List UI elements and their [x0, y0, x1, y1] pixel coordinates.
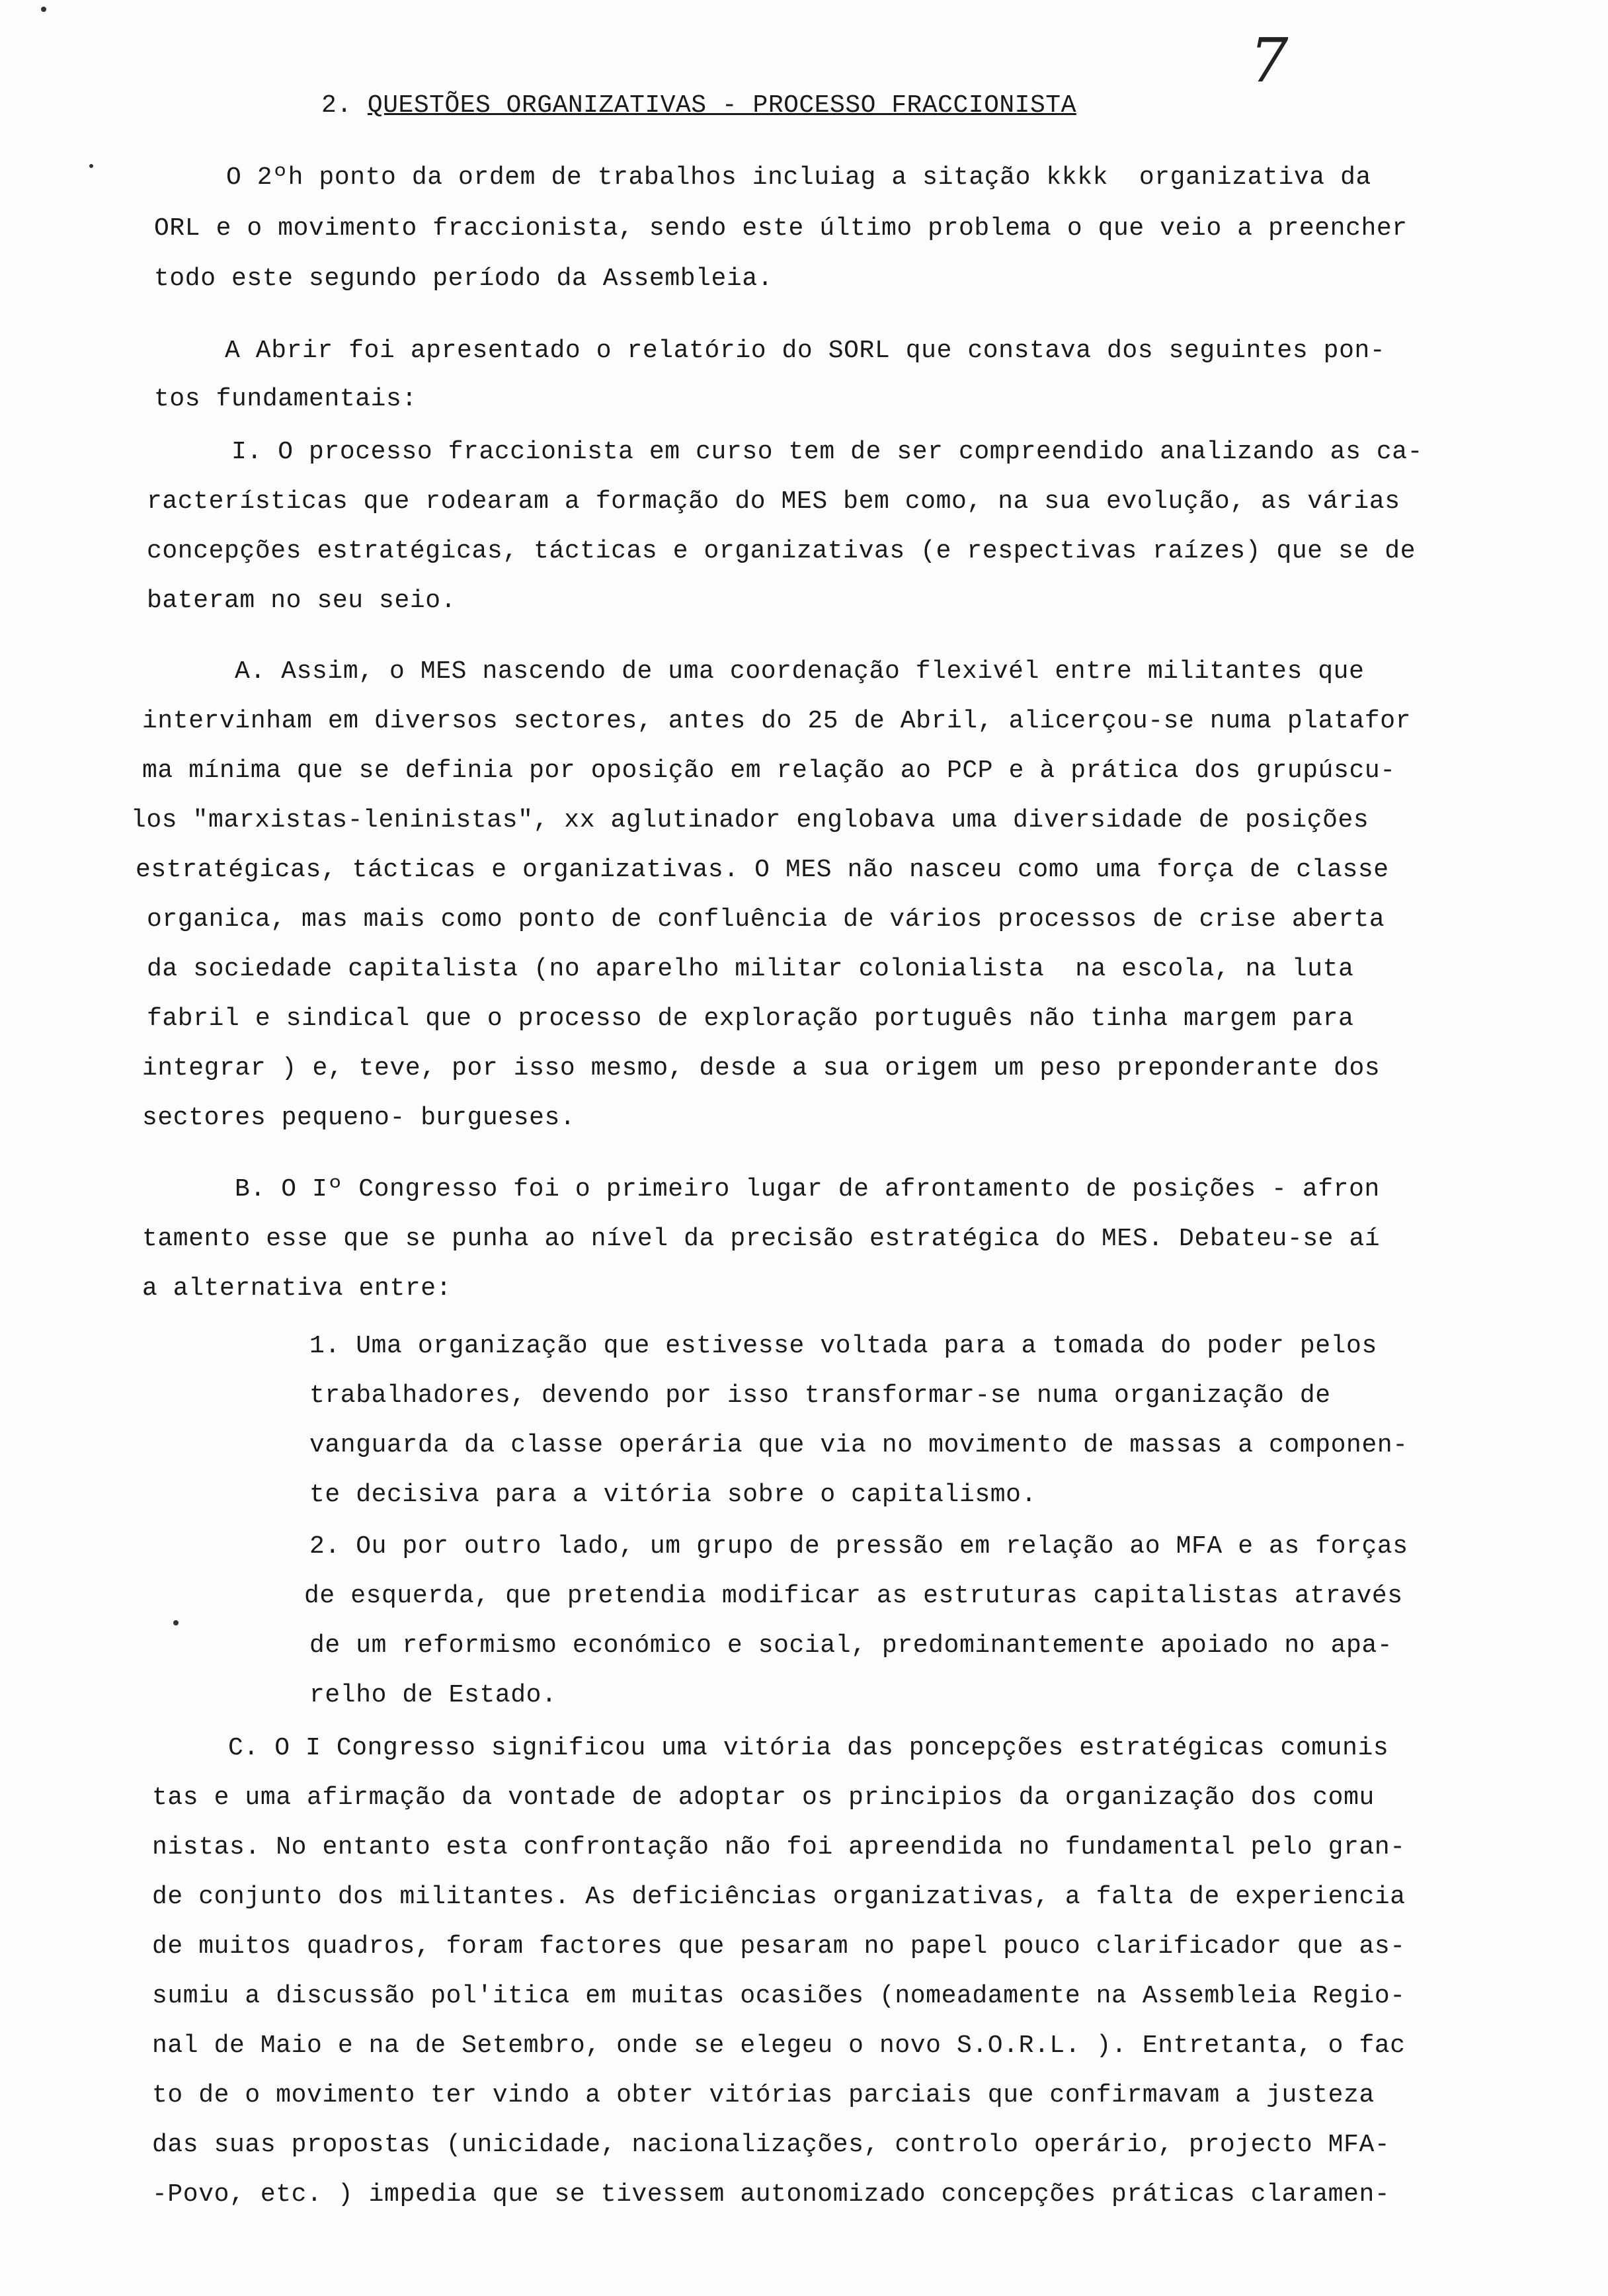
text-line: -Povo, etc. ) impedia que se tivessem autonomizado concepções práticas claramen- [152, 2180, 1390, 2209]
text-line: de conjunto dos militantes. As deficiências organizativas, a falta de experiencia [152, 1883, 1406, 1911]
text-line: nal de Maio e na de Setembro, onde se elegeu o novo S.O.R.L. ). Entretanta, o fac [152, 2031, 1406, 2060]
text-line: concepções estratégicas, tácticas e organizativas (e respectivas raízes) que se de [147, 537, 1416, 565]
text-line: bateram no seu seio. [147, 587, 457, 615]
text-line: I. O processo fraccionista em curso tem de ser compreendido analizando as ca- [231, 438, 1424, 466]
text-line: sumiu a discussão pol'itica em muitas ocasiões (nomeadamente na Assembleia Regio- [152, 1982, 1406, 2010]
section-number: 2. [321, 91, 368, 120]
text-line: de muitos quadros, foram factores que pesaram no papel pouco clarificador que as- [152, 1932, 1406, 1961]
text-line: fabril e sindical que o processo de exploração português não tinha margem para [147, 1004, 1354, 1033]
text-line: C. O I Congresso significou uma vitória das poncepções estratégicas comunis [228, 1734, 1389, 1762]
text-line: nistas. No entanto esta confrontação não foi apreendida no fundamental pelo gran- [152, 1833, 1406, 1862]
text-line: los "marxistas-leninistas", xx aglutinador englobava uma diversidade de posições [131, 806, 1369, 835]
scan-speck [89, 164, 93, 168]
text-line: ORL e o movimento fraccionista, sendo este último problema o que veio a preencher [154, 214, 1408, 243]
text-line: te decisiva para a vitória sobre o capitalismo. [309, 1481, 1037, 1509]
text-line: racterísticas que rodearam a formação do MES bem como, na sua evolução, as várias [147, 487, 1400, 516]
text-line: tos fundamentais: [154, 385, 417, 413]
text-line: A. Assim, o MES nascendo de uma coordenação flexivél entre militantes que [235, 657, 1365, 686]
text-line: to de o movimento ter vindo a obter vitórias parciais que confirmavam a justeza [152, 2081, 1375, 2110]
text-line: tas e uma afirmação da vontade de adoptar os principios da organização dos comu [152, 1784, 1375, 1812]
text-line: 2. Ou por outro lado, um grupo de pressão em relação ao MFA e as forças [309, 1532, 1408, 1561]
text-line: tamento esse que se punha ao nível da precisão estratégica do MES. Debateu-se aí [142, 1225, 1381, 1253]
scan-speck [173, 1620, 179, 1625]
text-line: das suas propostas (unicidade, nacionalizações, controlo operário, projecto MFA- [152, 2131, 1390, 2159]
text-line: integrar ) e, teve, por isso mesmo, desde a sua origem um peso preponderante dos [142, 1054, 1381, 1083]
section-title [321, 91, 1076, 120]
text-line: da sociedade capitalista (no aparelho militar colonialista na escola, na luta [147, 955, 1354, 983]
text-line: B. O Iº Congresso foi o primeiro lugar de afrontamento de posições - afron [235, 1175, 1380, 1204]
text-line: todo este segundo período da Assembleia. [154, 265, 774, 293]
text-line: ma mínima que se definia por oposição em relação ao PCP e à prática dos grupúscu- [142, 757, 1396, 785]
text-line: 1. Uma organização que estivesse voltada para a tomada do poder pelos [309, 1332, 1377, 1360]
text-line: organica, mas mais como ponto de confluência de vários processos de crise aberta [147, 905, 1385, 934]
text-line: de esquerda, que pretendia modificar as estruturas capitalistas através [304, 1582, 1403, 1610]
text-line: de um reformismo económico e social, predominantemente apoiado no apa- [309, 1631, 1393, 1660]
text-line: vanguarda da classe operária que via no movimento de massas a componen- [309, 1431, 1408, 1459]
text-line: A Abrir foi apresentado o relatório do SORL que constava dos seguintes pon- [225, 337, 1386, 365]
section-title-text: QUESTÕES ORGANIZATIVAS - PROCESSO FRACCIONISTA [367, 91, 1076, 120]
text-line: estratégicas, tácticas e organizativas. O MES não nasceu como uma força de classe [136, 856, 1389, 884]
text-line: sectores pequeno- burgueses. [142, 1104, 576, 1132]
text-line: relho de Estado. [309, 1681, 557, 1709]
scan-speck [41, 7, 46, 12]
text-line: intervinham em diversos sectores, antes do 25 de Abril, alicerçou-se numa platafor [142, 707, 1412, 735]
text-line: a alternativa entre: [142, 1274, 452, 1303]
page-number: 7 [1250, 25, 1289, 96]
text-line: trabalhadores, devendo por isso transformar-se numa organização de [309, 1381, 1331, 1410]
text-line: O 2ºh ponto da ordem de trabalhos incluiag a sitação kkkk organizativa da [226, 163, 1371, 192]
